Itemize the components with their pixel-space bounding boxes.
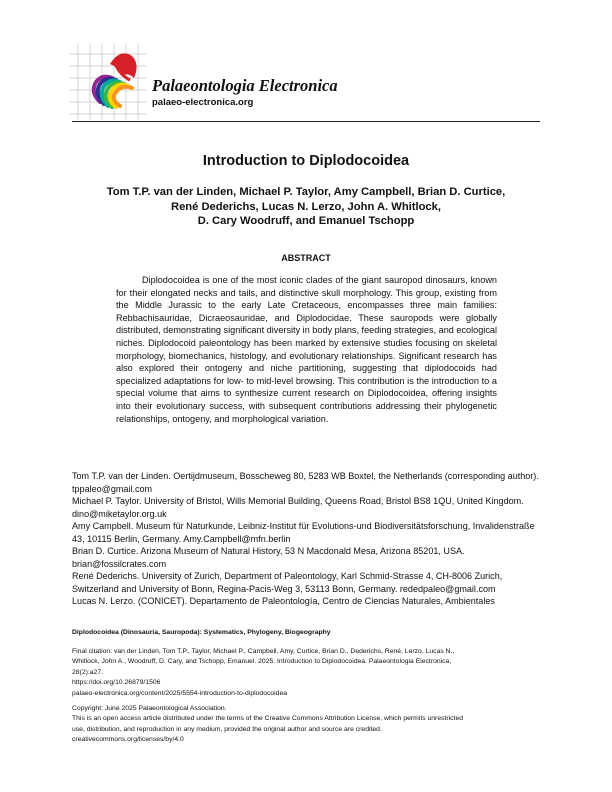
author-line: René Dederichs, Lucas N. Lerzo, John A. Whitlock, <box>170 200 441 213</box>
affiliation-item: Michael P. Taylor. University of Bristol, Wills Memorial Building, Queens Road, Bristol BS8 1QU, United Kingdom. dino@miketaylor.org.uk <box>72 496 524 519</box>
keywords: Diplodocoidea (Dinosauria, Sauropoda): Systematics, Phylogeny, Biogeography <box>72 629 331 636</box>
license-link[interactable]: creativecommons.org/licenses/by/4.0 <box>72 736 184 744</box>
citation-line: 28(2):a27. <box>72 668 103 676</box>
doi-link[interactable]: https://doi.org/10.26879/1506 <box>72 679 161 687</box>
license-line: This is an open access article distributed under the terms of the Creative Commons Attribution License, which permits unrestricted <box>72 715 464 723</box>
abstract-heading: ABSTRACT <box>281 253 331 263</box>
copyright-block <box>72 704 548 746</box>
affiliation-item: Tom T.P. van der Linden. Oertijdmuseum, Bosscheweg 80, 5283 WB Boxtel, the Netherlands (corresponding author). tppaleo@gmail.com <box>72 471 539 494</box>
affiliation-item: Lucas N. Lerzo. (CONICET). Departamento de Paleontología, Centro de Ciencias Naturales, Ambientales <box>72 596 495 606</box>
citation-line: Whitlock, John A., Woodruff, D. Cary, and Tschopp, Emanuel. 2025. Introduction to Diplodocoidea. Palaeontologia Electronica, <box>72 658 452 666</box>
affiliation-item: Brian D. Curtice. Arizona Museum of Natural History, 53 N Macdonald Mesa, Arizona 85201, USA. brian@fossilcrates.com <box>72 546 465 569</box>
affiliations <box>72 470 542 608</box>
article-link[interactable]: palaeo-electronica.org/content/2025/5554-introduction-to-diplodocoidea <box>72 689 288 697</box>
journal-logo <box>70 44 146 120</box>
citation-block <box>72 647 548 699</box>
author-line: Tom T.P. van der Linden, Michael P. Taylor, Amy Campbell, Brian D. Curtice, <box>106 186 506 198</box>
citation-line: Final citation: van der Linden, Tom T.P., Taylor, Michael P., Campbell, Amy, Curtice, Brian D., Dederichs, René, Lerzo, Lucas N., <box>72 648 455 655</box>
author-list <box>60 185 552 229</box>
license-line: use, distribution, and reproduction in any medium, provided the original author and source are credited. <box>72 725 382 733</box>
abstract-text: Diplodocoidea is one of the most iconic clades of the giant sauropod dinosaurs, known for their elongated necks and tails, and distinctive skull morphology. This group, existing from the Middle Jurassic to the early Late Cretaceous, encompasses three main families: Rebbachisauridae, Dicraeosauridae, and Diplodocidae. These sauropods were globally distributed, demonstrating significant diversity in body plans, feeding strategies, and ecological niches. Diplodocoid paleontology has been marked by extensive studies focusing on skeletal morphology, biomechanics, histology, and evolutionary relationships. Significant research has also explored their ontogeny and niche partitioning, suggesting that diplodocoids had specialized adaptations for low- to mid-level browsing. This contribution is the introduction to a special volume that aims to synthesize current research on Diplodocoidea, offering insights into their evolutionary success, with subsequent contributions addressing their phylogenetic relationships, ontogeny, and morphological variation. <box>116 275 497 424</box>
journal-name: Palaeontologia Electronica <box>152 76 338 95</box>
copyright-line: Copyright: June 2025 Palaeontological Association. <box>72 705 227 712</box>
affiliation-item: René Dederichs. University of Zurich, Department of Paleontology, Karl Schmid-Strasse 4, CH-8006 Zurich, Switzerland and University of Bonn, Regina-Pacis-Weg 3, 53113 Bonn, Germany. rededpaleo@gmail.com <box>72 571 503 594</box>
author-line: D. Cary Woodruff, and Emanuel Tschopp <box>197 215 415 227</box>
journal-url[interactable]: palaeo-electronica.org <box>152 97 254 108</box>
affiliation-item: Amy Campbell. Museum für Naturkunde, Leibniz-Institut für Evolutions-und Biodiversitätsforschung, Invalidenstraße 43, 10115 Berlin, Germany. Amy.Campbell@mfn.berlin <box>72 521 535 544</box>
article-title: Introduction to Diplodocoidea <box>202 153 410 169</box>
header-divider <box>72 121 540 122</box>
